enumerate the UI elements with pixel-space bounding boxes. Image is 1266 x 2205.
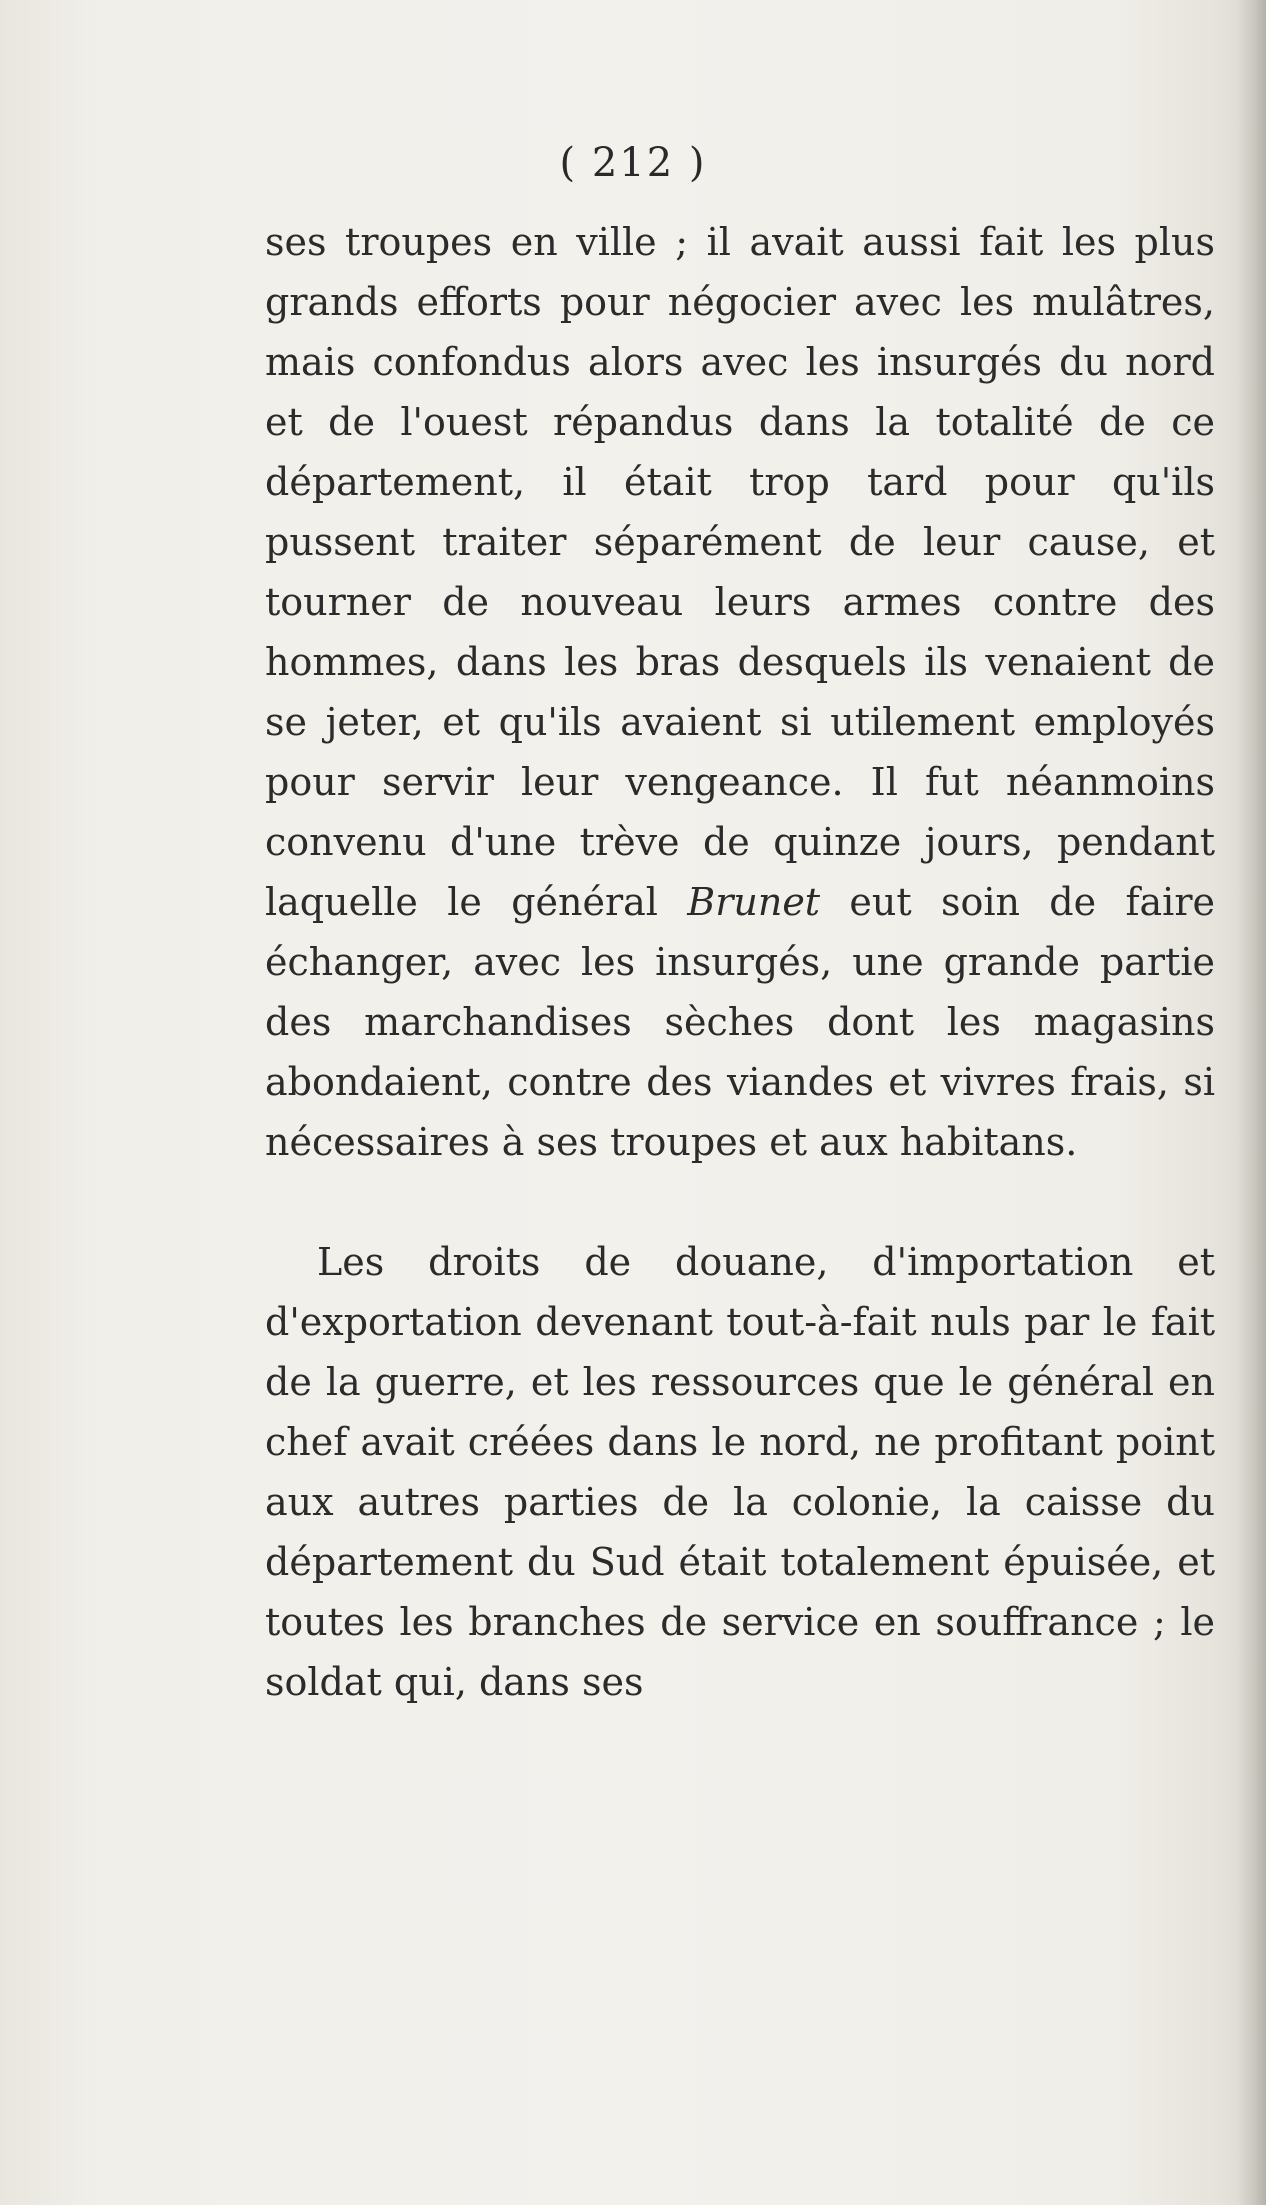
- paragraph-1-text-start: ses troupes en ville ; il avait aussi fait les plus grands efforts pour négocier avec les mulâtres, mais confondus alors avec les insurgés du nord et de l'ouest répandus dans la totalité de ce département, il était trop tard pour qu'ils pussent traiter séparément de leur cause, et tourner de nouveau leurs armes contre des hommes, dans les bras desquels ils venaient de se jeter, et qu'ils avaient si utilement employés pour servir leur vengeance. Il fut néanmoins convenu d'une trève de quinze jours, pendant laquelle le général: [265, 220, 1215, 924]
- paragraph-2: Les droits de douane, d'importation et d'exportation devenant tout-à-fait nuls par le fait de la guerre, et les ressources que le général en chef avait créées dans le nord, ne profitant point aux autres parties de la colonie, la caisse du département du Sud était totalement épuisée, et toutes les branches de service en souffrance ; le soldat qui, dans ses: [265, 1240, 1215, 1704]
- person-name-brunet: Brunet: [687, 880, 821, 924]
- page-edge-shadow: [1238, 0, 1266, 2205]
- page-number: ( 212 ): [559, 140, 707, 186]
- paragraph-1: [265, 212, 1215, 1172]
- body-text: [265, 212, 1215, 1712]
- paragraph-1-text-end: eut soin de faire échanger, avec les insurgés, une grande partie des marchandises sèches dont les magasins abondaient, contre des viandes et vivres frais, si nécessaires à ses troupes et aux habitans.: [265, 880, 1215, 1164]
